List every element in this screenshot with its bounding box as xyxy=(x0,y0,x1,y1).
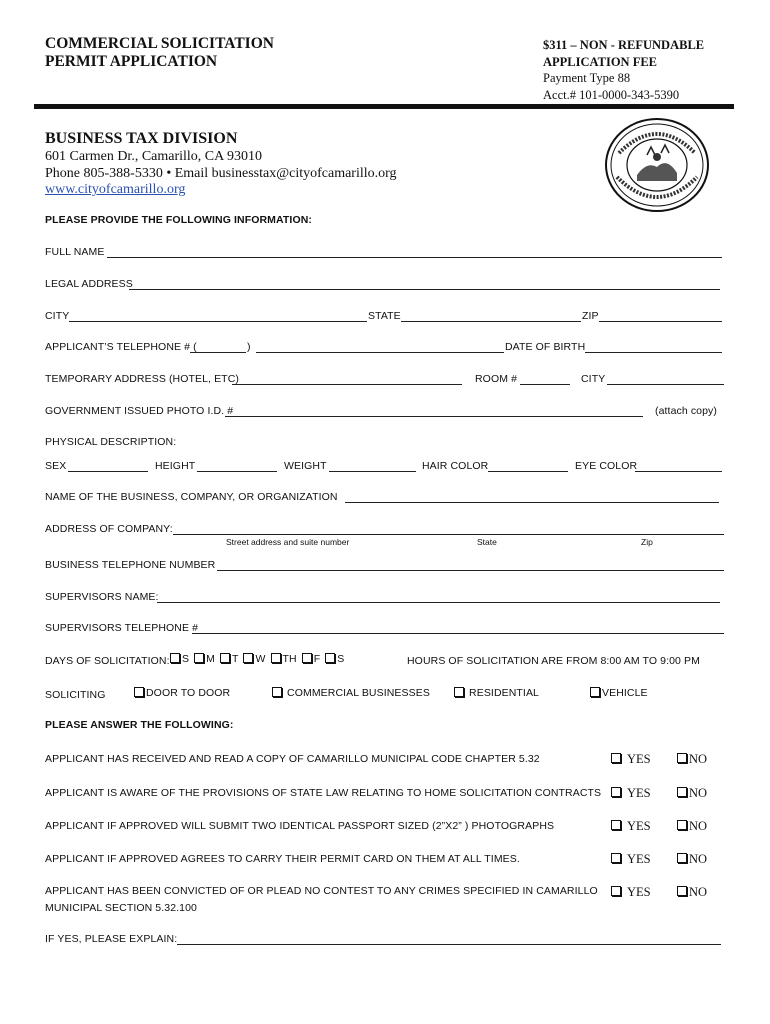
q1-no-option[interactable]: NO xyxy=(677,750,707,768)
temp-city-label: CITY xyxy=(581,373,606,385)
q3-yes-option[interactable]: YES xyxy=(611,817,651,835)
checkbox-icon[interactable] xyxy=(271,653,281,663)
sex-field[interactable] xyxy=(68,471,148,472)
company-address-label: ADDRESS OF COMPANY: xyxy=(45,523,173,535)
residential-option[interactable]: RESIDENTIAL xyxy=(454,687,539,699)
supervisor-name-label: SUPERVISORS NAME: xyxy=(45,591,159,603)
day-monday-option[interactable]: M xyxy=(194,653,215,665)
question-permit-card: APPLICANT IF APPROVED AGREES TO CARRY THEIR PERMIT CARD ON THEM AT ALL TIMES. xyxy=(45,853,520,865)
eye-color-label: EYE COLOR xyxy=(575,460,638,472)
height-label: HEIGHT xyxy=(155,460,196,472)
day-tuesday-option[interactable]: T xyxy=(220,653,239,665)
question-home-solicitation: APPLICANT IS AWARE OF THE PROVISIONS OF STATE LAW RELATING TO HOME SOLICITATION CONTRACTS xyxy=(45,787,602,799)
business-name-label: NAME OF THE BUSINESS, COMPANY, OR ORGANIZATION xyxy=(45,491,338,503)
checkbox-icon[interactable] xyxy=(611,787,621,797)
question-convictions-line1: APPLICANT HAS BEEN CONVICTED OF OR PLEAD NO CONTEST TO ANY CRIMES SPECIFIED IN CAMARILLO xyxy=(45,885,598,897)
form-intro: PLEASE PROVIDE THE FOLLOWING INFORMATION: xyxy=(45,214,312,226)
checkbox-icon[interactable] xyxy=(677,886,687,896)
state-field[interactable] xyxy=(401,321,581,322)
hair-color-field[interactable] xyxy=(488,471,568,472)
question-chapter-532: APPLICANT HAS RECEIVED AND READ A COPY OF CAMARILLO MUNICIPAL CODE CHAPTER 5.32 xyxy=(45,753,540,765)
division-contact: Phone 805-388-5330 • Email businesstax@cityofcamarillo.org xyxy=(45,166,397,181)
vehicle-option[interactable]: VEHICLE xyxy=(590,687,648,699)
city-field[interactable] xyxy=(69,321,367,322)
city-seal-logo xyxy=(603,117,711,213)
days-label: DAYS OF SOLICITATION: xyxy=(45,655,170,667)
hours-note: HOURS OF SOLICITATION ARE FROM 8:00 AM TO 9:00 PM xyxy=(407,655,700,667)
form-title xyxy=(45,35,274,71)
q2-yes-option[interactable]: YES xyxy=(611,784,651,802)
explain-label: IF YES, PLEASE EXPLAIN: xyxy=(45,933,178,945)
temp-city-field[interactable] xyxy=(607,384,724,385)
q2-no-option[interactable]: NO xyxy=(677,784,707,802)
form-title-line2: PERMIT APPLICATION xyxy=(45,53,218,70)
state-hint: State xyxy=(477,537,497,547)
room-label: ROOM # xyxy=(475,373,518,385)
checkbox-icon[interactable] xyxy=(243,653,253,663)
dob-label: DATE OF BIRTH xyxy=(505,341,586,353)
q4-yes-option[interactable]: YES xyxy=(611,850,651,868)
weight-field[interactable] xyxy=(329,471,416,472)
fee-block xyxy=(543,37,704,103)
q4-no-option[interactable]: NO xyxy=(677,850,707,868)
day-friday-option[interactable]: F xyxy=(302,653,321,665)
checkbox-icon[interactable] xyxy=(611,820,621,830)
company-address-field[interactable] xyxy=(173,534,724,535)
q5-yes-option[interactable]: YES xyxy=(611,883,651,901)
question-photographs: APPLICANT IF APPROVED WILL SUBMIT TWO IDENTICAL PASSPORT SIZED (2”X2” ) PHOTOGRAPHS xyxy=(45,820,555,832)
checkbox-icon[interactable] xyxy=(611,886,621,896)
soliciting-label: SOLICITING xyxy=(45,689,106,701)
temp-address-field[interactable] xyxy=(232,384,462,385)
state-label: STATE xyxy=(368,310,401,322)
day-wednesday-option[interactable]: W xyxy=(243,653,265,665)
checkbox-icon[interactable] xyxy=(611,753,621,763)
height-field[interactable] xyxy=(197,471,277,472)
header-divider xyxy=(34,104,734,109)
question-convictions-line2: MUNICIPAL SECTION 5.32.100 xyxy=(45,902,197,914)
physical-description-label: PHYSICAL DESCRIPTION: xyxy=(45,436,177,448)
day-sunday-option[interactable]: S xyxy=(170,653,189,665)
door-to-door-option[interactable]: DOOR TO DOOR xyxy=(134,687,230,699)
business-phone-field[interactable] xyxy=(217,570,724,571)
days-options xyxy=(170,653,344,665)
sex-label: SEX xyxy=(45,460,67,472)
fee-amount: $311 – NON - REFUNDABLE xyxy=(543,38,705,52)
division-website-link[interactable]: www.cityofcamarillo.org xyxy=(45,182,186,197)
checkbox-icon[interactable] xyxy=(677,787,687,797)
zip-label: ZIP xyxy=(582,310,599,322)
zip-hint: Zip xyxy=(641,537,653,547)
account-number: Acct.# 101-0000-343-5390 xyxy=(543,87,680,102)
checkbox-icon[interactable] xyxy=(611,853,621,863)
q1-yes-option[interactable]: YES xyxy=(611,750,651,768)
q5-no-option[interactable]: NO xyxy=(677,883,707,901)
weight-label: WEIGHT xyxy=(284,460,327,472)
division-address: 601 Carmen Dr., Camarillo, CA 93010 xyxy=(45,149,262,164)
supervisor-phone-label: SUPERVISORS TELEPHONE # xyxy=(45,622,199,634)
zip-field[interactable] xyxy=(599,321,722,322)
day-saturday-option[interactable]: S xyxy=(325,653,344,665)
payment-type: Payment Type 88 xyxy=(543,71,631,85)
legal-address-label: LEGAL ADDRESS xyxy=(45,278,133,290)
checkbox-icon[interactable] xyxy=(325,653,335,663)
checkbox-icon[interactable] xyxy=(302,653,312,663)
fee-label: APPLICATION FEE xyxy=(543,54,658,69)
applicant-phone-paren: ) xyxy=(247,341,251,353)
applicant-area-code-field[interactable] xyxy=(190,352,246,353)
explain-field[interactable] xyxy=(177,944,721,945)
supervisor-name-field[interactable] xyxy=(157,602,720,603)
checkbox-icon[interactable] xyxy=(194,653,204,663)
q3-no-option[interactable]: NO xyxy=(677,817,707,835)
applicant-phone-label: APPLICANT’S TELEPHONE # ( xyxy=(45,341,197,353)
city-label: CITY xyxy=(45,310,70,322)
applicant-phone-field[interactable] xyxy=(256,352,504,353)
supervisor-phone-field[interactable] xyxy=(192,633,724,634)
room-field[interactable] xyxy=(520,384,570,385)
answer-heading: PLEASE ANSWER THE FOLLOWING: xyxy=(45,719,234,731)
checkbox-icon[interactable] xyxy=(454,687,464,697)
checkbox-icon[interactable] xyxy=(272,687,282,697)
business-name-field[interactable] xyxy=(345,502,719,503)
gov-id-field[interactable] xyxy=(225,416,643,417)
full-name-field[interactable] xyxy=(107,257,722,258)
checkbox-icon[interactable] xyxy=(170,653,180,663)
full-name-label: FULL NAME xyxy=(45,246,105,258)
division-heading: BUSINESS TAX DIVISION xyxy=(45,130,238,147)
checkbox-icon[interactable] xyxy=(590,687,600,697)
commercial-businesses-option[interactable]: COMMERCIAL BUSINESSES xyxy=(272,687,430,699)
attach-copy-note: (attach copy) xyxy=(655,405,717,417)
day-thursday-option[interactable]: TH xyxy=(271,653,297,665)
business-phone-label: BUSINESS TELEPHONE NUMBER xyxy=(45,559,216,571)
legal-address-field[interactable] xyxy=(129,289,720,290)
street-hint: Street address and suite number xyxy=(226,537,350,547)
checkbox-icon[interactable] xyxy=(677,753,687,763)
gov-id-label: GOVERNMENT ISSUED PHOTO I.D. # xyxy=(45,405,234,417)
checkbox-icon[interactable] xyxy=(134,687,144,697)
temp-address-label: TEMPORARY ADDRESS (HOTEL, ETC) xyxy=(45,373,239,385)
form-title-line1: COMMERCIAL SOLICITATION xyxy=(45,35,274,52)
checkbox-icon[interactable] xyxy=(677,820,687,830)
hair-color-label: HAIR COLOR xyxy=(422,460,489,472)
checkbox-icon[interactable] xyxy=(220,653,230,663)
checkbox-icon[interactable] xyxy=(677,853,687,863)
dob-field[interactable] xyxy=(585,352,722,353)
eye-color-field[interactable] xyxy=(635,471,722,472)
